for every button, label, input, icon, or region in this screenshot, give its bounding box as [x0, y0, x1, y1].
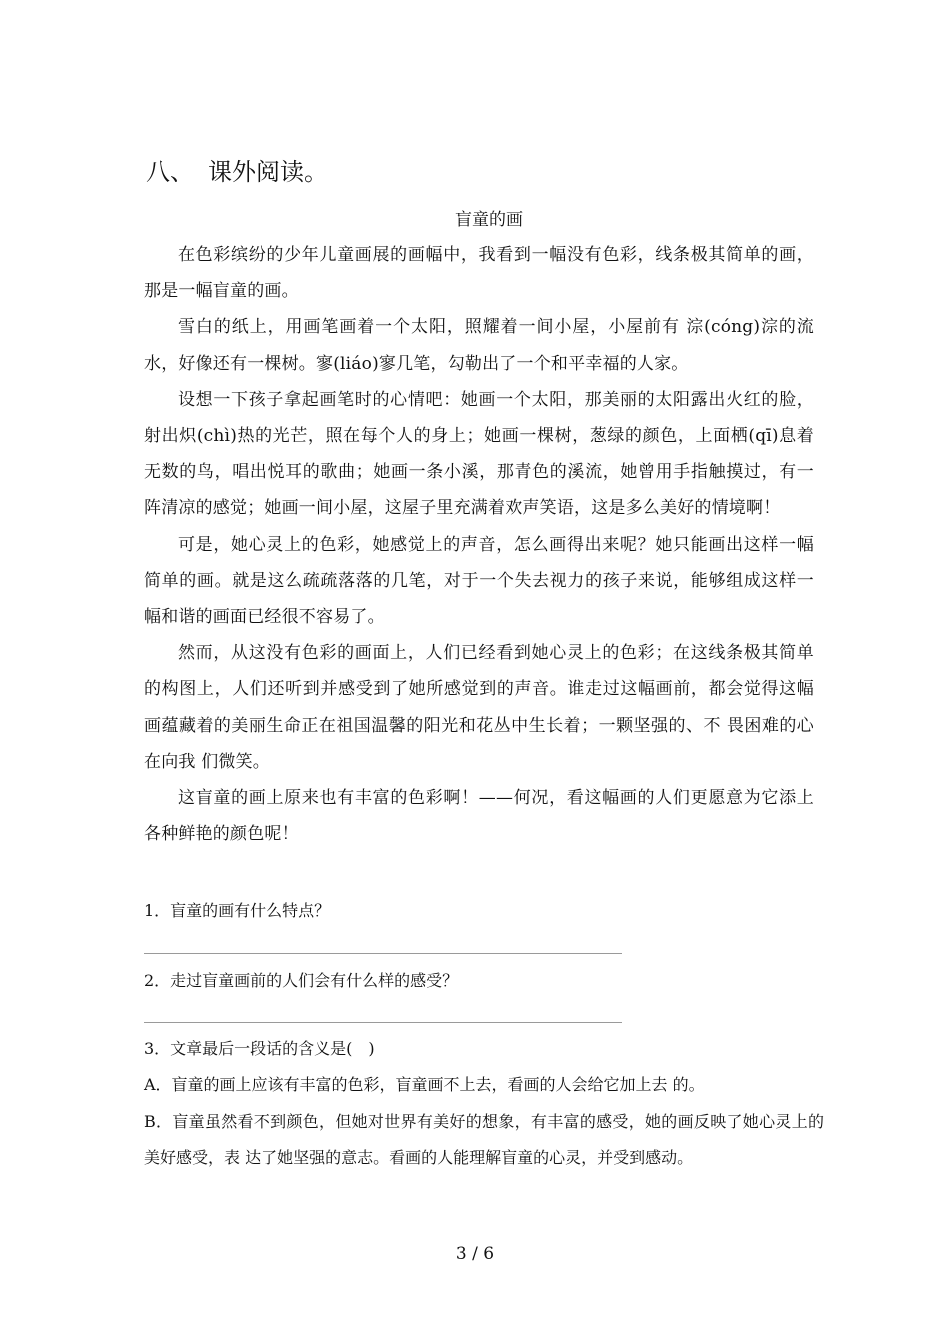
- page-number: 3 / 6: [455, 1244, 495, 1264]
- question-1: [144, 893, 824, 929]
- passage-paragraph-6: 这盲童的画上原来也有丰富的色彩啊！——何况，看这幅画的人们更愿意为它添上各种鲜艳的颜色呢！: [144, 788, 814, 845]
- passage-paragraph-2: 雪白的纸上，用画笔画着一个太阳，照耀着一间小屋，小屋前有 淙(cóng)淙的流水，好像还有一棵树。寥(liáo)寥几笔，勾勒出了一个和平幸福的人家。: [144, 317, 814, 374]
- section-number: 八、: [146, 158, 194, 186]
- question-1-text: 1．盲童的画有什么特点？: [144, 901, 331, 920]
- reading-passage: [144, 204, 814, 852]
- passage-paragraph-4: 可是，她心灵上的色彩，她感觉上的声音，怎么画得出来呢？她只能画出这样一幅简单的画。就是这么疏疏落落的几笔，对于一个失去视力的孩子来说，能够组成这样一幅和谐的画面已经很不容易了。: [144, 534, 814, 628]
- passage-title: 盲童的画: [455, 210, 523, 230]
- passage-paragraph-1: 在色彩缤纷的少年儿童画展的画幅中，我看到一幅没有色彩，线条极其简单的画，那是一幅盲童的画。: [144, 245, 814, 302]
- answer-line-1[interactable]: [144, 953, 622, 954]
- section-title: 课外阅读。: [208, 158, 328, 186]
- question-2-text: 2．走过盲童画前的人们会有什么样的感受？: [144, 971, 459, 990]
- question-3-option-b[interactable]: B．盲童虽然看不到颜色，但她对世界有美好的想象，有丰富的感受，她的画反映了她心灵上的美好感受，表 达了她坚强的意志。看画的人能理解盲童的心灵，并受到感动。: [144, 1111, 824, 1167]
- answer-line-2[interactable]: [144, 1022, 622, 1023]
- question-3: [144, 1031, 824, 1177]
- question-3-text: 3．文章最后一段话的含义是( ): [144, 1039, 375, 1058]
- question-3-option-a[interactable]: A．盲童的画上应该有丰富的色彩，盲童画不上去，看画的人会给它加上去 的。: [144, 1075, 705, 1094]
- section-heading: [146, 152, 328, 192]
- question-2: [144, 963, 824, 999]
- passage-paragraph-3: 设想一下孩子拿起画笔时的心情吧：她画一个太阳，那美丽的太阳露出火红的脸，射出炽(chì)热的光芒，照在每个人的身上；她画一棵树，葱绿的颜色，上面栖(qī)息着无数的鸟，唱出悦耳的歌曲；她画一条小溪，那青色的溪流，她曾用手指触摸过，有一阵清凉的感觉；她画一间小屋，这屋子里充满着欢声笑语，这是多么美好的情境啊！: [144, 389, 814, 519]
- passage-paragraph-5: 然而，从这没有色彩的画面上，人们已经看到她心灵上的色彩；在这线条极其简单的构图上，人们还听到并感受到了她所感觉到的声音。谁走过这幅画前，都会觉得这幅画蕴藏着的美丽生命正在祖国温馨的阳光和花丛中生长着；一颗坚强的、不 畏困难的心在向我 们微笑。: [144, 643, 814, 772]
